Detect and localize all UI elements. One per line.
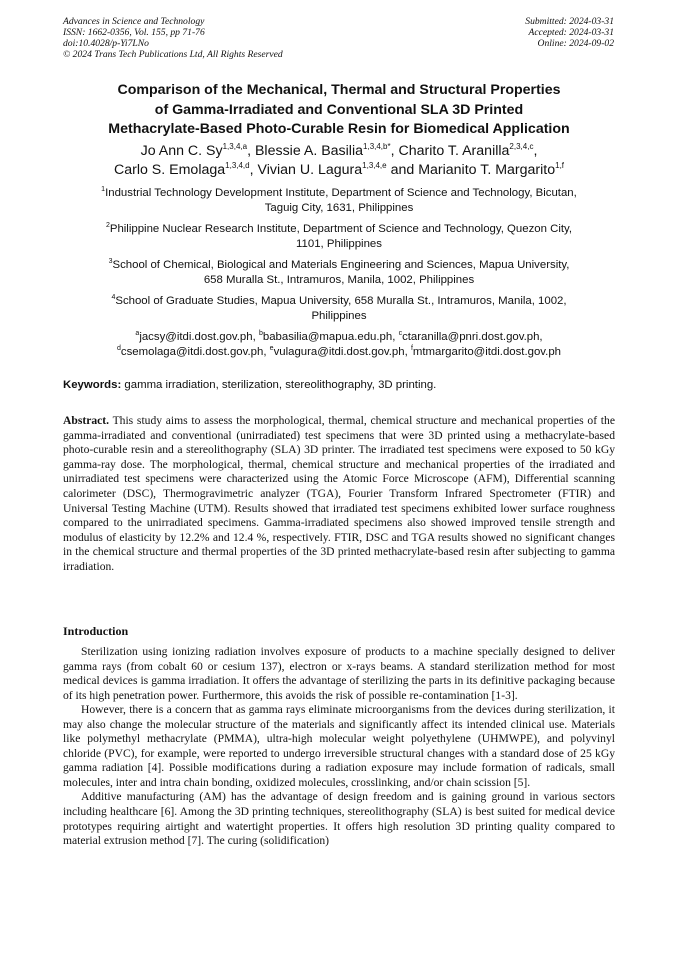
abstract-text: This study aims to assess the morphological, thermal, chemical structure and mechanical properties of the gamma-irradiated and conventional (unirradiated) test specimens that were 3D printed using a methacrylate-based photo-curable resin and a stereolithography (SLA) 3D printer. The irradiated test specimens were exposed to 50 kGy gamma-ray dose. The morphological, thermal, chemical structure and mechanical properties of the irradiated and unirradiated test specimens were characterized using the Atomic Force Microscope (AFM), Differential scanning calorimeter (DSC), Thermogravimetric analyzer (TGA), Fourier Transform Infrared Spectrometer (FTIR) and Universal Testing Machine (UTM). Results showed that irradiated test specimens exhibited lower surface roughness compared to the unirradiated specimens. Gamma-irradiated specimens also showed improved tensile strength and modulus of elasticity by 12.2% and 12.4 %, respectively. FTIR, DSC and TGA results showed no significant changes in the chemical structure and thermal properties of the 3D printed methacrylate-based resin after subjecting to gamma irradiation. [63,414,615,573]
affiliation-text: 1101, Philippines [296,238,382,250]
author-line-2: Carlo S. Emolaga$^{1,3,4,d}$, Vivian U. Lagura$^{1,3,4,e}$ and Marianito T. Margarito$^{1,f}$ [113,161,565,178]
online-date: Online: 2024-09-02 [537,38,614,49]
affiliation-text: Philippine Nuclear Research Institute, Department of Science and Technology, Quezon City, [109,223,573,235]
author-name: Carlo S. Emolaga [113,162,226,178]
authors-and: and [390,162,415,178]
title-line-1: Comparison of the Mechanical, Thermal and Structural Properties [117,82,561,98]
keywords-label: Keywords: [63,379,122,391]
affiliation-sup: 3 [108,258,113,265]
introduction-body [63,645,615,849]
email-address: jacsy@itdi.dost.gov.ph [139,331,253,343]
email-sup: c [398,330,403,337]
author-name: Marianito T. Margarito [418,162,556,178]
keywords-text: gamma irradiation, sterilization, stereolithography, 3D printing. [124,379,437,391]
affiliation-sup: 2 [105,222,110,229]
author-name: Charito T. Aranilla [398,143,510,159]
email-sup: a [135,330,140,337]
email-address: csemolaga@itdi.dost.gov.ph [120,346,264,358]
affiliation-text: School of Chemical, Biological and Materials Engineering and Sciences, Mapua University, [112,259,570,271]
body-paragraph: Additive manufacturing (AM) has the advantage of design freedom and is gaining ground in various sectors including healthcare [6]. Among the 3D printing techniques, stereolithography (SLA) is best suited for medical device prototypes requiring airtight and watertight properties. It offers high resolution 3D printing quality compared to material extrusion method [7]. The curing (solidification) [63,790,615,848]
author-line-1: Jo Ann C. Sy$^{1,3,4,a}$, Blessie A. Basilia$^{1,3,4,b*}$, Charito T. Aranilla$^{2,3,4,c}$, [140,142,538,159]
copyright-line: © 2024 Trans Tech Publications Ltd, All Rights Reserved [63,49,283,60]
title-line-3: Methacrylate-Based Photo-Curable Resin for Biomedical Application [108,121,570,137]
affiliation-line [70,258,608,273]
affiliation-3 [70,258,608,288]
abstract-paragraph [63,414,615,575]
author-affil-sup: 2,3,4,c [509,142,534,151]
author-affil-sup: 1,f [555,161,565,170]
body-paragraph: Sterilization using ionizing radiation involves exposure of products to a machine specially designed to deliver gamma rays (from cobalt 60 or cesium 137), electron or x-rays beams. A standard sterilization method for most medical devices is gamma irradiation. It offers the advantage of sterilizing the parts in its definitive packaging because of its high penetration power. Furthermore, this avoids the risk of possible re-contamination [1-3]. [63,645,615,702]
author-affil-sup: 1,3,4,b* [363,142,391,151]
affiliation-text: Philippines [311,310,367,322]
affiliation-line [70,186,608,201]
email-address: ctaranilla@pnri.dost.gov.ph [402,331,540,343]
affiliation-text: Taguig City, 1631, Philippines [264,202,414,214]
affiliation-4 [70,294,608,324]
affiliation-text: School of Graduate Studies, Mapua University, 658 Muralla St., Intramuros, Manila, 1002, [115,295,567,307]
email-sup: e [269,345,274,352]
author-affil-sup: 1,3,4,a [222,142,248,151]
author-affil-sup: 1,3,4,d [225,161,250,170]
title-line-2: of Gamma-Irradiated and Conventional SLA 3D Printed [154,101,524,118]
paper-title [63,81,615,140]
affiliation-1 [70,186,608,216]
journal-name: Advances in Science and Technology [63,16,205,27]
author-name: Vivian U. Lagura [257,162,363,178]
issn-line: ISSN: 1662-0356, Vol. 155, pp 71-76 [63,27,205,38]
author-name: Blessie A. Basilia [254,143,364,159]
abstract-label: Abstract. [63,414,110,427]
affiliation-line [70,222,608,237]
submitted-date: Submitted: 2024-03-31 [525,16,614,27]
affiliation-line [70,294,608,309]
affiliation-text: 658 Muralla St., Intramuros, Manila, 1002, Philippines [203,274,475,286]
email-address: babasilia@mapua.edu.ph [262,331,393,343]
author-affil-sup: 1,3,4,e [362,161,387,170]
affiliation-sup: 4 [111,294,116,301]
email-sup: b [258,330,263,337]
journal-info [63,16,283,60]
affiliation-text: Industrial Technology Development Institute, Department of Science and Technology, Bicutan, [105,187,577,199]
affiliation-sup: 1 [101,186,106,193]
email-address: mtmargarito@itdi.dost.gov.ph [412,346,561,358]
accepted-date: Accepted: 2024-03-31 [528,27,614,38]
doi-line: doi:10.4028/p-Yi7LNo [63,38,149,49]
keywords-line [63,378,615,393]
affiliation-2 [70,222,608,252]
publication-dates [525,16,614,49]
author-list [63,142,615,180]
email-address: vulagura@itdi.dost.gov.ph [273,346,405,358]
email-line-1: $^a$jacsy@itdi.dost.gov.ph, $^b$babasilia@mapua.edu.ph, $^c$ctaranilla@pnri.dost.gov.ph, [135,330,543,343]
author-name: Jo Ann C. Sy [140,143,223,159]
email-line-2: $^d$csemolaga@itdi.dost.gov.ph, $^e$vulagura@itdi.dost.gov.ph, $^f$mtmargarito@itdi.dost.gov.ph [116,345,561,358]
section-heading-introduction: Introduction [63,624,129,638]
email-list [63,330,615,360]
body-paragraph: However, there is a concern that as gamma rays eliminate microorganisms from the devices during sterilization, it may also change the molecular structure of the materials and significantly affect its intended clinical use. Materials like polymethyl methacrylate (PMMA), ultra-high molecular weight polyethylene (UHMWPE), and polyvinyl chloride (PVC), for example, were reported to undergo irreversible structural changes with a standard dose of 25 kGy gamma radiation [4]. Possible modifications during a radiation exposure may include formation of radicals, small molecules, inter and intra chain bonding, oxidized molecules, crosslinking, and/or chain scission [5]. [63,703,615,789]
email-sup: d [116,345,121,352]
email-sup: f [410,345,413,352]
